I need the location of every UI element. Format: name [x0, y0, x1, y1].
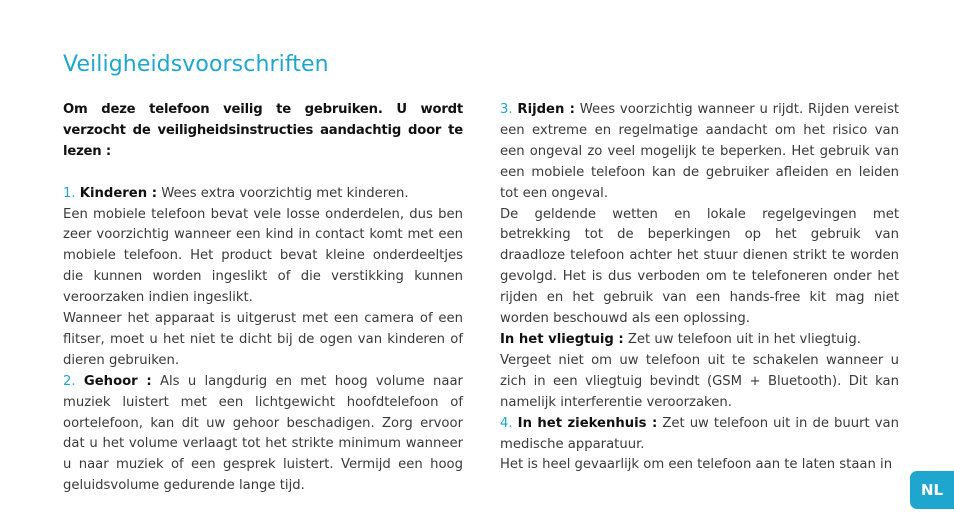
section-heading: Rijden :: [517, 102, 575, 117]
section-children: [63, 184, 463, 205]
spacer: [63, 163, 463, 184]
section-airplane: [500, 330, 899, 351]
section-heading: Kinderen :: [79, 185, 158, 201]
right-column: [500, 100, 899, 476]
section-paragraph: Vergeet niet om uw telefoon uit te schakelen wanneer u zich in een vliegtuig bevindt (GSM + Bluetooth). Dit kan namelijk interferentie veroorzaken.: [500, 352, 899, 410]
section-number: 1.: [63, 185, 76, 201]
intro-text: Om deze telefoon veilig te gebruiken. U wordt verzocht de veiligheidsinstructies aandachtig door te lezen :: [63, 102, 463, 159]
left-column: [63, 100, 463, 497]
section-text: Als u langdurig en met hoog volume naar muziek luistert met een lichtgewicht hoofdtelefoon of oortelefoon, kan dit uw gehoor beschadigen. Zorg ervoor dat u het volume verlaagt tot het strikte minimum wanneer u naar muziek of een gesprek luistert. Vermijd een hoog geluidsvolume gedurende lange tijd.: [63, 373, 463, 494]
section-number: 3.: [500, 102, 513, 117]
section-paragraph: De geldende wetten en lokale regelgevingen met betrekking tot de beperkingen op het gebruik van draadloze telefoon achter het stuur dienen strikt te worden gevolgd. Het is dus verboden om te telefoneren onder het rijden en het gebruik van een hands-free kit mag niet worden beschouwd als een oplossing.: [500, 206, 899, 327]
section-number: 2.: [63, 373, 76, 389]
section-paragraph: Wanneer het apparaat is uitgerust met een camera of een flitser, moet u het niet te dicht bij de ogen van kinderen of dieren gebruiken.: [63, 311, 463, 368]
section-number: 4.: [500, 415, 513, 431]
section-heading: In het ziekenhuis :: [517, 415, 658, 431]
section-text: Wees voorzichtig wanneer u rijdt. Rijden vereist een extreme en regelmatige aandacht om het risico van een ongeval zo veel mogelijk te beperken. Het gebruik van een mobiele telefoon kan de gebruiker afleiden en leiden tot een ongeval.: [500, 102, 899, 201]
section-heading: In het vliegtuig :: [500, 331, 624, 347]
section-lead: Zet uw telefoon uit in het vliegtuig.: [623, 331, 861, 347]
page-title: Veiligheidsvoorschriften: [63, 52, 329, 77]
section-paragraph: Een mobiele telefoon bevat vele losse onderdelen, dus ben zeer voorzichtig wanneer een kind in contact komt met een mobiele telefoon. Het product bevat kleine onderdeeltjes die kunnen worden ingeslikt of die verstikking kunnen veroorzaken indien ingeslikt.: [63, 206, 463, 306]
section-lead: Wees extra voorzichtig met kinderen.: [157, 185, 409, 201]
section-paragraph: Het is heel gevaarlijk om een telefoon aan te laten staan in: [500, 457, 893, 473]
language-badge: NL: [910, 471, 954, 509]
section-heading: Gehoor :: [83, 373, 152, 389]
section-text: Zet uw telefoon uit in de buurt van medische apparatuur.: [500, 415, 899, 452]
section-driving: [500, 100, 899, 205]
section-hearing: [63, 372, 463, 497]
section-hospital: [500, 414, 899, 456]
